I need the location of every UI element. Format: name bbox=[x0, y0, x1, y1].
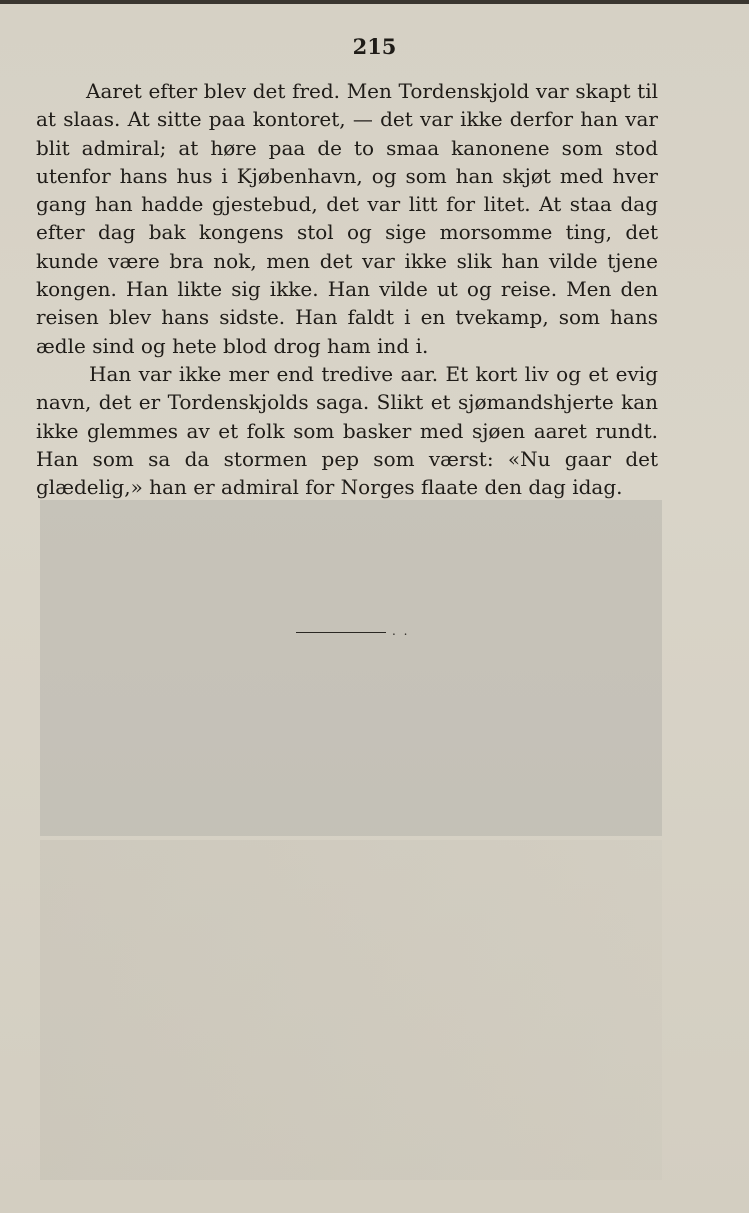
divider-dots: . . bbox=[392, 624, 410, 638]
section-divider bbox=[296, 632, 386, 633]
show-through-lower bbox=[40, 840, 662, 1180]
body-text bbox=[36, 77, 658, 501]
show-through-shade bbox=[40, 500, 662, 836]
page-number: 215 bbox=[352, 34, 397, 59]
paragraph-1: Aaret efter blev det fred. Men Tordenskjold var skapt til at slaas. At sitte paa kontoret, — det var ikke derfor han var blit admiral; at høre paa de to smaa kanonene som stod utenfor hans hus i Kjøbenhavn, og som han skjøt med hver gang han hadde gjestebud, det var litt for litet. At staa dag efter dag bak kongens stol og sige morsomme ting, det kunde være bra nok, men det var ikke slik han vilde tjene kongen. Han likte sig ikke. Han vilde ut og reise. Men den reisen blev hans sidste. Han faldt i en tvekamp, som hans ædle sind og hete blod drog ham ind i. bbox=[36, 79, 658, 358]
page-top-edge bbox=[0, 0, 749, 4]
paragraph-2: Han var ikke mer end tredive aar. Et kort liv og et evig navn, det er Tordenskjolds saga. Slikt et sjømandshjerte kan ikke glemmes av et folk som basker med sjøen aaret rundt. Han som sa da stormen pep som værst: «Nu gaar det glædelig,» han er admiral for Norges flaate den dag idag. bbox=[36, 361, 658, 500]
